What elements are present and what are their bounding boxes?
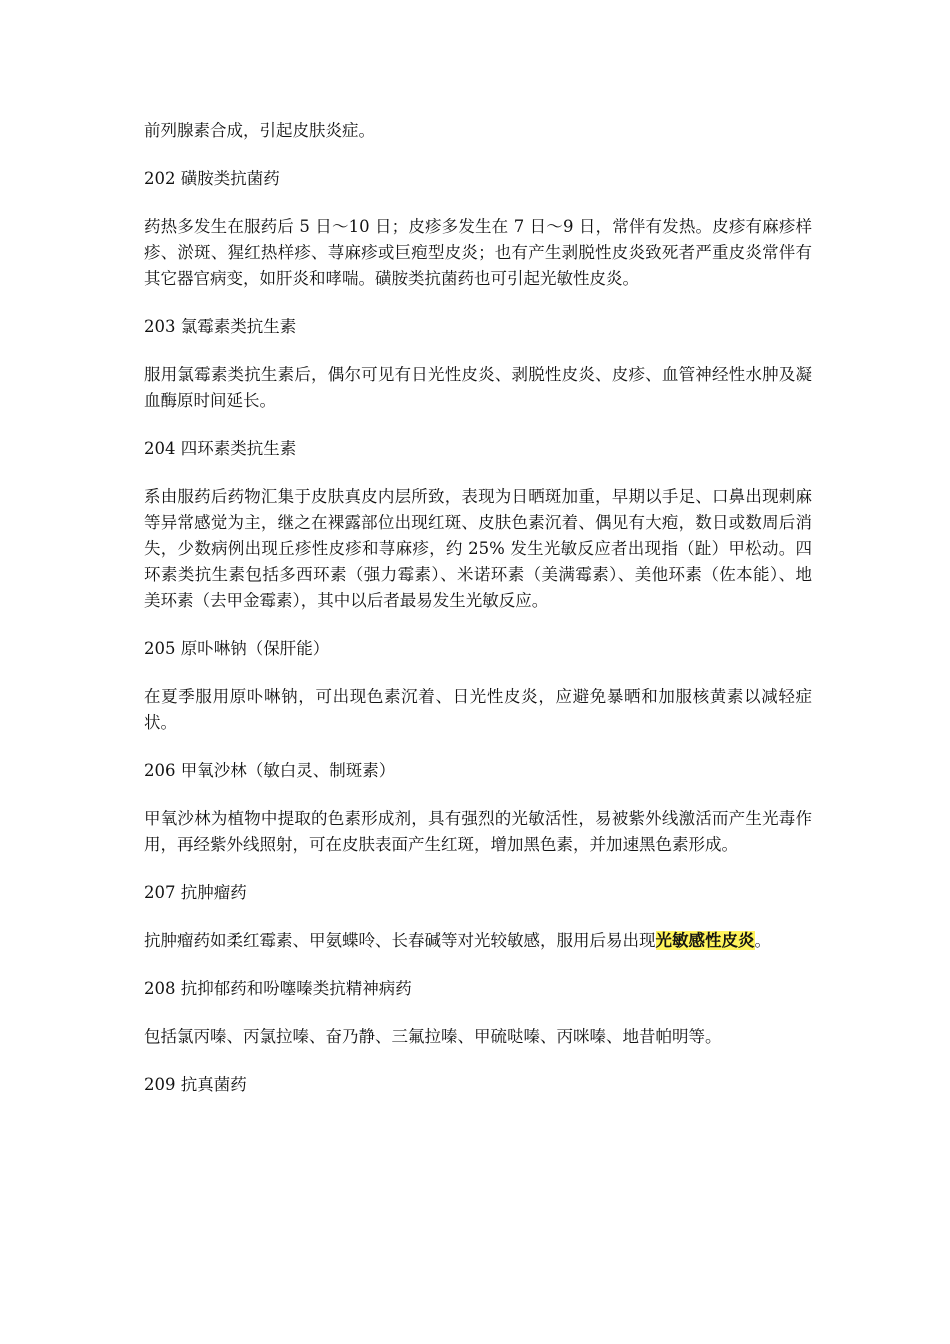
paragraph-203: 服用氯霉素类抗生素后，偶尔可见有日光性皮炎、剥脱性皮炎、皮疹、血管神经性水肿及凝血酶原时间延长。 <box>144 365 812 410</box>
section-heading-208: 208 抗抑郁药和吩噻嗪类抗精神病药 <box>144 979 412 998</box>
section-heading-205: 205 原卟啉钠（保肝能） <box>144 639 330 658</box>
paragraph-202: 药热多发生在服药后 5 日～10 日；皮疹多发生在 7 日～9 日，常伴有发热。皮疹有麻疹样疹、淤斑、猩红热样疹、荨麻疹或巨疱型皮炎；也有产生剥脱性皮炎致死者严重皮炎常伴有其它器官病变，如肝炎和哮喘。磺胺类抗菌药也可引起光敏性皮炎。 <box>144 217 812 288</box>
section-heading-204: 204 四环素类抗生素 <box>144 439 297 458</box>
document-page <box>144 118 812 1120</box>
section-heading-203: 203 氯霉素类抗生素 <box>144 317 297 336</box>
section-heading-209: 209 抗真菌药 <box>144 1075 247 1094</box>
paragraph-207 <box>144 928 812 954</box>
paragraph-205: 在夏季服用原卟啉钠，可出现色素沉着、日光性皮炎，应避免暴晒和加服核黄素以减轻症状。 <box>144 687 812 732</box>
section-heading-207: 207 抗肿瘤药 <box>144 883 247 902</box>
paragraph-208: 包括氯丙嗪、丙氯拉嗪、奋乃静、三氟拉嗪、甲硫哒嗪、丙咪嗪、地昔帕明等。 <box>144 1027 722 1046</box>
paragraph-intro: 前列腺素合成，引起皮肤炎症。 <box>144 121 375 140</box>
paragraph-206: 甲氧沙林为植物中提取的色素形成剂，具有强烈的光敏活性，易被紫外线激活而产生光毒作用，再经紫外线照射，可在皮肤表面产生红斑，增加黑色素，并加速黑色素形成。 <box>144 809 812 854</box>
section-heading-206: 206 甲氧沙林（敏白灵、制斑素） <box>144 761 396 780</box>
highlighted-phrase: 光敏感性皮炎 <box>655 931 755 950</box>
section-heading-202: 202 磺胺类抗菌药 <box>144 169 280 188</box>
paragraph-207-text: 抗肿瘤药如柔红霉素、甲氨蝶呤、长春碱等对光较敏感，服用后易出现 <box>144 931 656 950</box>
paragraph-207-end: 。 <box>754 931 771 950</box>
paragraph-204: 系由服药后药物汇集于皮肤真皮内层所致，表现为日晒斑加重，早期以手足、口鼻出现刺麻等异常感觉为主，继之在裸露部位出现红斑、皮肤色素沉着、偶见有大疱，数日或数周后消失，少数病例出现丘疹性皮疹和荨麻疹，约 25% 发生光敏反应者出现指（趾）甲松动。四环素类抗生素包括多西环素（强力霉素）、米诺环素（美满霉素）、美他环素（佐本能）、地美环素（去甲金霉素），其中以后者最易发生光敏反应。 <box>144 487 812 610</box>
